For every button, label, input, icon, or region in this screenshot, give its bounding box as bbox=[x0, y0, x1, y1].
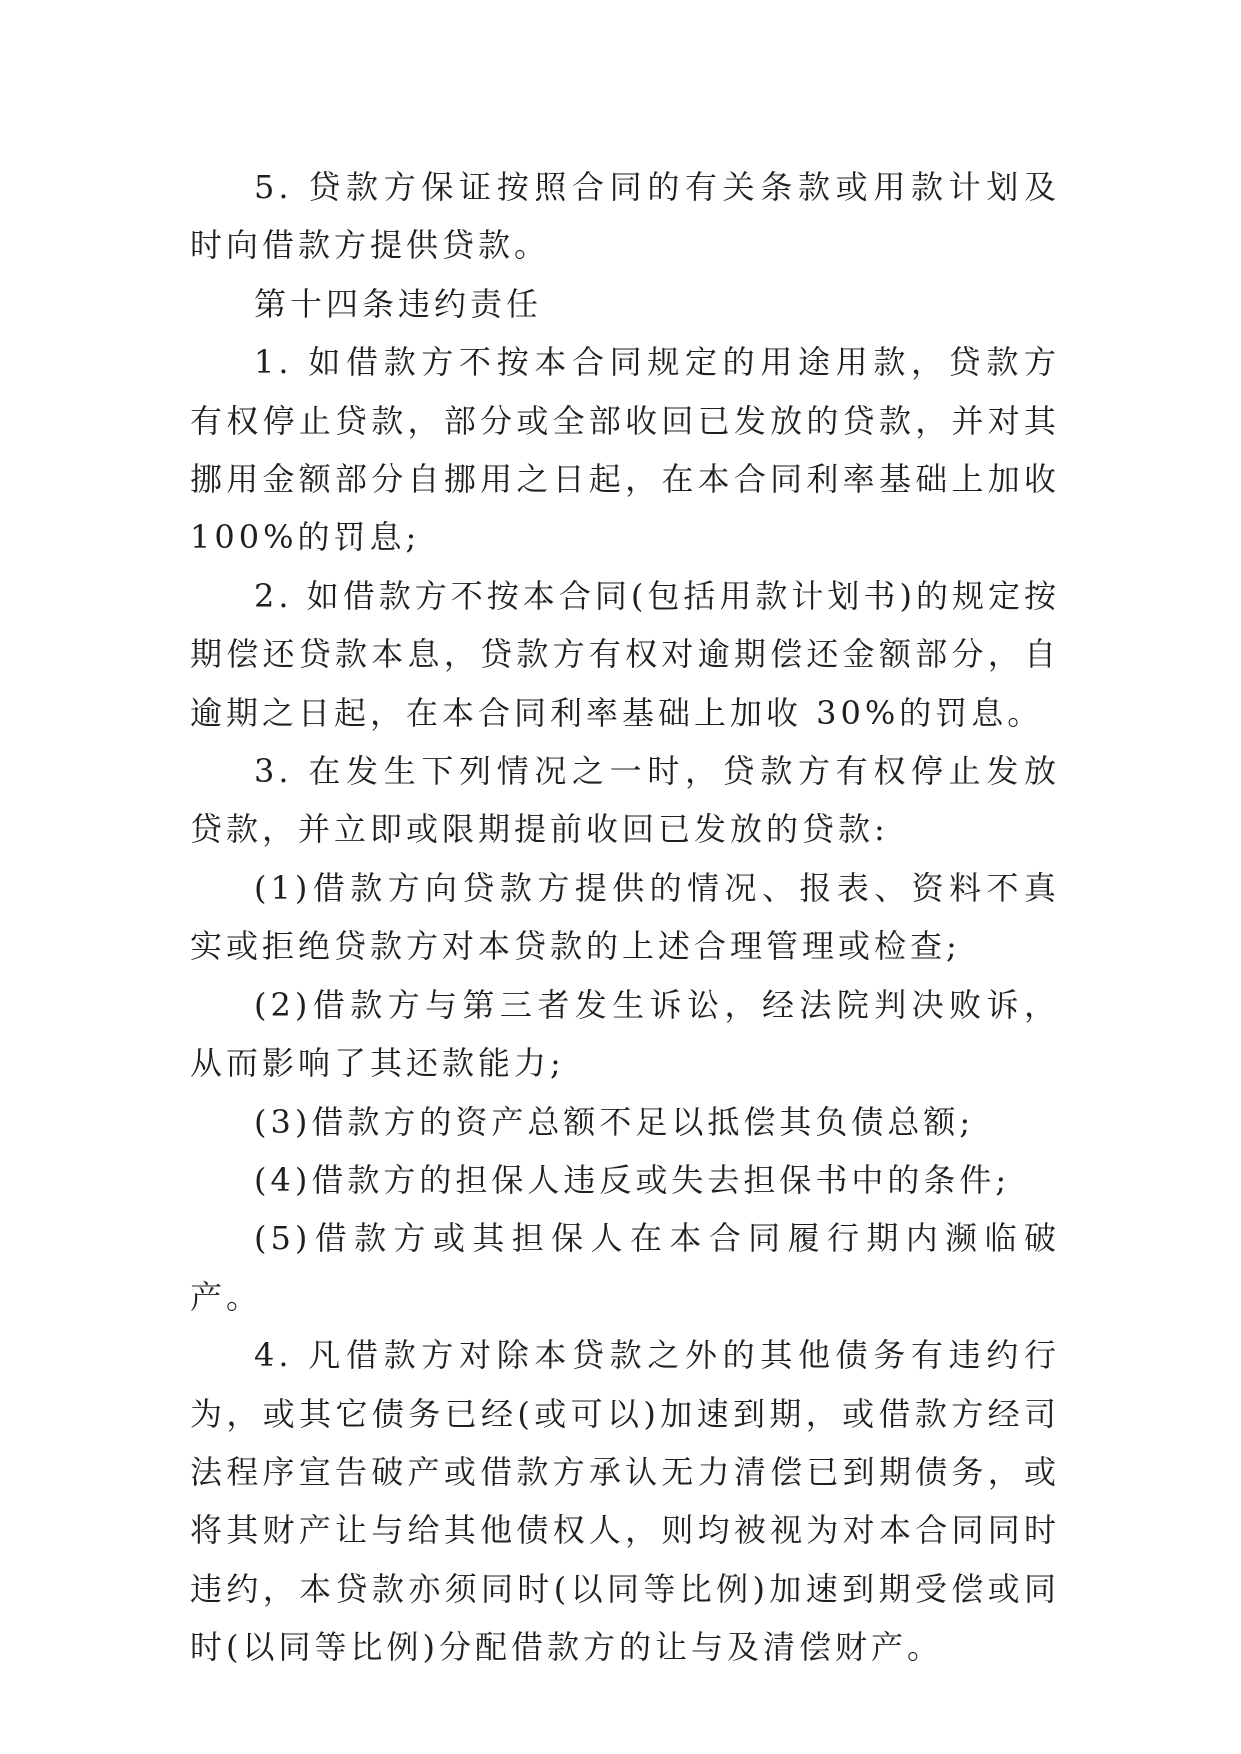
paragraph-clause-13-5: 5. 贷款方保证按照合同的有关条款或用款计划及时向借款方提供贷款。 bbox=[190, 168, 1060, 265]
paragraph-clause-14-3: 3. 在发生下列情况之一时，贷款方有权停止发放贷款，并立即或限期提前收回已发放的贷款: bbox=[190, 752, 1060, 849]
document-body bbox=[190, 158, 1060, 1677]
paragraph-clause-14-1: 1. 如借款方不按本合同规定的用途用款，贷款方有权停止贷款，部分或全部收回已发放的贷款，并对其挪用金额部分自挪用之日起，在本合同利率基础上加收 100%的罚息; bbox=[190, 343, 1060, 557]
paragraph-item-2: (2)借款方与第三者发生诉讼，经法院判决败诉，从而影响了其还款能力; bbox=[190, 985, 1060, 1083]
paragraph-clause-14-2: 2. 如借款方不按本合同(包括用款计划书)的规定按期偿还贷款本息，贷款方有权对逾期偿还金额部分，自逾期之日起，在本合同利率基础上加收 30%的罚息。 bbox=[190, 576, 1060, 732]
paragraph-item-4: (4)借款方的担保人违反或失去担保书中的条件; bbox=[254, 1160, 1011, 1199]
paragraph-item-1: (1)借款方向贷款方提供的情况、报表、资料不真实或拒绝贷款方对本贷款的上述合理管理或检查; bbox=[190, 868, 1060, 966]
paragraph-clause-14-4: 4. 凡借款方对除本贷款之外的其他债务有违约行为，或其它债务已经(或可以)加速到期，或借款方经司法程序宣告破产或借款方承认无力清偿已到期债务，或将其财产让与给其他债权人，则均被视为对本合同同时违约，本贷款亦须同时(以同等比例)加速到期受偿或同时(以同等比例)分配借款方的让与及清偿财产。 bbox=[190, 1336, 1060, 1667]
paragraph-item-3: (3)借款方的资产总额不足以抵偿其负债总额; bbox=[254, 1102, 975, 1141]
paragraph-item-5: (5)借款方或其担保人在本合同履行期内濒临破产。 bbox=[190, 1219, 1060, 1316]
section-heading-article-14: 第十四条违约责任 bbox=[254, 284, 543, 323]
